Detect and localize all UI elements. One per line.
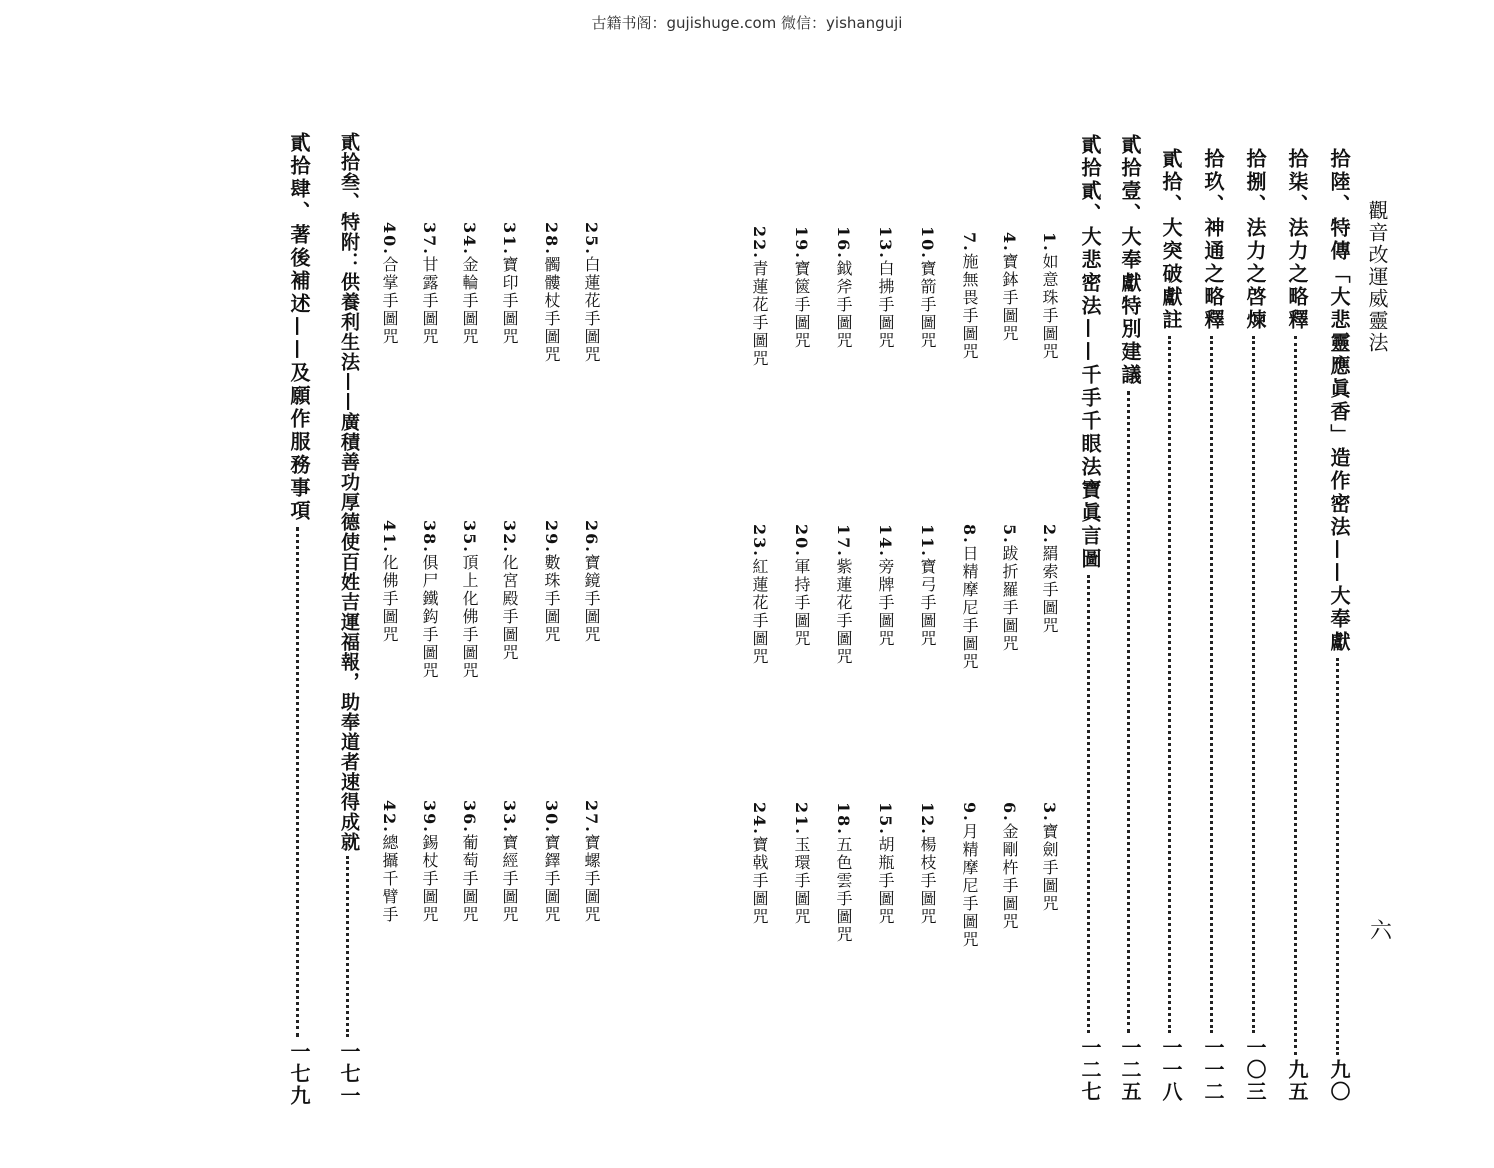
- item-number: 29.: [542, 520, 561, 554]
- toc-entry[interactable]: [1326, 148, 1352, 1103]
- item-name: 合掌手圖咒: [380, 255, 399, 346]
- hand-seal-item: [1038, 524, 1060, 635]
- toc-entry-title: 貳拾貳、大悲密法——千手千眼法寶眞言圖: [1078, 134, 1102, 571]
- item-name: 如意珠手圖咒: [1040, 252, 1059, 361]
- toc-entry[interactable]: [1117, 134, 1143, 1103]
- hand-seal-item: [378, 520, 400, 644]
- hand-seal-item: [790, 524, 812, 648]
- item-number: 6.: [1000, 802, 1019, 823]
- item-name: 羂索手圖咒: [1040, 544, 1059, 635]
- toc-entry-page: 一一二: [1201, 1037, 1225, 1103]
- hand-seal-item: [874, 524, 896, 648]
- item-name: 寶螺手圖咒: [582, 833, 601, 924]
- hand-seal-item: [748, 524, 770, 666]
- item-number: 36.: [460, 800, 479, 834]
- item-number: 27.: [582, 800, 601, 834]
- item-number: 38.: [420, 520, 439, 554]
- item-name: 旁牌手圖咒: [876, 557, 895, 648]
- hand-seal-item: [958, 802, 980, 949]
- item-name: 髑髏杖手圖咒: [542, 255, 561, 364]
- item-name: 白拂手圖咒: [876, 259, 895, 350]
- hand-seal-item: [580, 222, 602, 364]
- item-number: 15.: [876, 802, 895, 836]
- item-name: 化佛手圖咒: [380, 553, 399, 644]
- hand-seal-item: [418, 800, 440, 924]
- hand-seal-item: [498, 800, 520, 924]
- hand-seal-item: [458, 800, 480, 924]
- item-number: 19.: [792, 226, 811, 260]
- toc-entry-title: 拾柒、法力之略釋: [1285, 148, 1309, 332]
- item-number: 21.: [792, 802, 811, 836]
- item-number: 42.: [380, 800, 399, 834]
- hand-seal-item: [916, 524, 938, 648]
- toc-entry-page: 九五: [1285, 1059, 1309, 1103]
- item-number: 30.: [542, 800, 561, 834]
- hand-seal-item: [916, 226, 938, 350]
- item-number: 10.: [918, 226, 937, 260]
- hand-seal-item: [998, 524, 1020, 653]
- watermark: 古籍书阁：gujishuge.com 微信：yishanguji: [591, 14, 903, 32]
- item-number: 22.: [750, 226, 769, 260]
- dot-leader: [1168, 336, 1175, 1033]
- item-name: 胡瓶手圖咒: [876, 835, 895, 926]
- item-number: 18.: [834, 802, 853, 836]
- toc-entry-title: 拾陸、特傳「大悲靈應眞香」造作密法——大奉獻: [1327, 148, 1351, 654]
- item-number: 23.: [750, 524, 769, 558]
- item-number: 4.: [1000, 232, 1019, 253]
- item-number: 26.: [582, 520, 601, 554]
- item-name: 楊枝手圖咒: [918, 835, 937, 926]
- item-number: 39.: [420, 800, 439, 834]
- page-number: 六: [1370, 919, 1393, 944]
- item-name: 葡萄手圖咒: [460, 833, 479, 924]
- toc-entry-page: 一七九: [287, 1041, 311, 1107]
- item-number: 16.: [834, 226, 853, 260]
- item-number: 12.: [918, 802, 937, 836]
- item-name: 金輪手圖咒: [460, 255, 479, 346]
- dot-leader: [1336, 658, 1343, 1055]
- hand-seal-item: [874, 226, 896, 350]
- hand-seal-item: [1038, 232, 1060, 361]
- toc-entry-page: 一一八: [1159, 1037, 1183, 1103]
- toc-entry[interactable]: [1158, 148, 1184, 1103]
- toc-entry[interactable]: [1077, 134, 1103, 1103]
- item-name: 寶劍手圖咒: [1040, 822, 1059, 913]
- hand-seal-item: [1038, 802, 1060, 913]
- item-name: 寶箭手圖咒: [918, 259, 937, 350]
- toc-entry[interactable]: [336, 132, 362, 1107]
- item-number: 20.: [792, 524, 811, 558]
- item-number: 3.: [1040, 802, 1059, 823]
- item-name: 鉞斧手圖咒: [834, 259, 853, 350]
- item-name: 日精摩尼手圖咒: [960, 544, 979, 671]
- item-name: 寶經手圖咒: [500, 833, 519, 924]
- item-number: 34.: [460, 222, 479, 256]
- item-number: 41.: [380, 520, 399, 554]
- item-name: 施無畏手圖咒: [960, 252, 979, 361]
- hand-seal-item: [540, 222, 562, 364]
- dot-leader: [296, 527, 303, 1037]
- toc-entry-title: 拾玖、神通之略釋: [1201, 148, 1225, 332]
- item-name: 寶印手圖咒: [500, 255, 519, 346]
- item-number: 24.: [750, 802, 769, 836]
- hand-seal-item: [418, 222, 440, 346]
- item-name: 五色雲手圖咒: [834, 835, 853, 944]
- hand-seal-item: [748, 802, 770, 926]
- hand-seal-item: [790, 802, 812, 926]
- item-name: 紅蓮花手圖咒: [750, 557, 769, 666]
- dot-leader: [1252, 336, 1259, 1033]
- item-name: 俱尸鐵鈎手圖咒: [420, 553, 439, 680]
- item-number: 32.: [500, 520, 519, 554]
- toc-entry-page: 一二七: [1078, 1037, 1102, 1103]
- running-head: 觀音改運威靈法: [1365, 200, 1389, 354]
- hand-seal-item: [498, 520, 520, 662]
- item-name: 玉環手圖咒: [792, 835, 811, 926]
- hand-seal-item: [832, 802, 854, 944]
- item-name: 寶鏡手圖咒: [582, 553, 601, 644]
- item-name: 跋折羅手圖咒: [1000, 544, 1019, 653]
- dot-leader: [1127, 391, 1134, 1033]
- item-number: 31.: [500, 222, 519, 256]
- toc-entry-page: 九〇: [1327, 1059, 1351, 1103]
- item-number: 1.: [1040, 232, 1059, 253]
- toc-entry[interactable]: [1242, 148, 1268, 1103]
- toc-entry[interactable]: [1200, 148, 1226, 1103]
- item-number: 9.: [960, 802, 979, 823]
- item-number: 33.: [500, 800, 519, 834]
- hand-seal-item: [998, 802, 1020, 931]
- item-name: 數珠手圖咒: [542, 553, 561, 644]
- item-number: 25.: [582, 222, 601, 256]
- item-number: 40.: [380, 222, 399, 256]
- hand-seal-item: [498, 222, 520, 346]
- item-name: 紫蓮花手圖咒: [834, 557, 853, 666]
- item-name: 甘露手圖咒: [420, 255, 439, 346]
- item-name: 化宮殿手圖咒: [500, 553, 519, 662]
- hand-seal-item: [874, 802, 896, 926]
- dot-leader: [1087, 575, 1094, 1033]
- toc-entry-title: 貳拾叁、特附：供養利生法——廣積善功厚德使百姓吉運福報，助奉道者速得成就: [338, 132, 360, 852]
- item-number: 13.: [876, 226, 895, 260]
- hand-seal-item: [418, 520, 440, 680]
- item-number: 7.: [960, 232, 979, 253]
- toc-entry[interactable]: [1284, 148, 1310, 1103]
- item-number: 2.: [1040, 524, 1059, 545]
- item-number: 5.: [1000, 524, 1019, 545]
- hand-seal-item: [998, 232, 1020, 343]
- toc-entry-title: 貳拾肆、著後補述——及願作服務事項: [287, 132, 311, 523]
- toc-entry-title: 貳拾壹、大奉獻特別建議: [1118, 134, 1142, 387]
- toc-entry-page: 一七一: [337, 1041, 361, 1107]
- hand-seal-item: [958, 232, 980, 361]
- item-name: 總攝千臂手: [380, 833, 399, 924]
- dot-leader: [1210, 336, 1217, 1033]
- item-name: 寶弓手圖咒: [918, 557, 937, 648]
- item-number: 37.: [420, 222, 439, 256]
- hand-seal-item: [832, 226, 854, 350]
- toc-entry-page: 一〇三: [1243, 1037, 1267, 1103]
- item-name: 軍持手圖咒: [792, 557, 811, 648]
- toc-entry-title: 貳拾、大突破獻註: [1159, 148, 1183, 332]
- toc-entry[interactable]: [286, 132, 312, 1107]
- item-number: 17.: [834, 524, 853, 558]
- item-name: 金剛杵手圖咒: [1000, 822, 1019, 931]
- item-name: 青蓮花手圖咒: [750, 259, 769, 368]
- item-name: 白蓮花手圖咒: [582, 255, 601, 364]
- hand-seal-item: [458, 520, 480, 680]
- item-name: 錫杖手圖咒: [420, 833, 439, 924]
- item-name: 月精摩尼手圖咒: [960, 822, 979, 949]
- hand-seal-item: [916, 802, 938, 926]
- hand-seal-item: [540, 520, 562, 644]
- hand-seal-item: [378, 800, 400, 924]
- item-number: 35.: [460, 520, 479, 554]
- item-name: 寶鉢手圖咒: [1000, 252, 1019, 343]
- hand-seal-item: [458, 222, 480, 346]
- item-name: 寶篋手圖咒: [792, 259, 811, 350]
- toc-entry-page: 一二五: [1118, 1037, 1142, 1103]
- item-name: 寶戟手圖咒: [750, 835, 769, 926]
- item-number: 11.: [918, 524, 937, 558]
- hand-seal-item: [832, 524, 854, 666]
- hand-seal-item: [790, 226, 812, 350]
- hand-seal-item: [378, 222, 400, 346]
- item-number: 28.: [542, 222, 561, 256]
- hand-seal-item: [580, 800, 602, 924]
- dot-leader: [346, 856, 353, 1037]
- item-name: 寶鐸手圖咒: [542, 833, 561, 924]
- dot-leader: [1294, 336, 1301, 1055]
- item-number: 14.: [876, 524, 895, 558]
- hand-seal-item: [958, 524, 980, 671]
- toc-entry-title: 拾捌、法力之啓煉: [1243, 148, 1267, 332]
- hand-seal-item: [580, 520, 602, 644]
- hand-seal-item: [748, 226, 770, 368]
- item-name: 頂上化佛手圖咒: [460, 553, 479, 680]
- item-number: 8.: [960, 524, 979, 545]
- hand-seal-item: [540, 800, 562, 924]
